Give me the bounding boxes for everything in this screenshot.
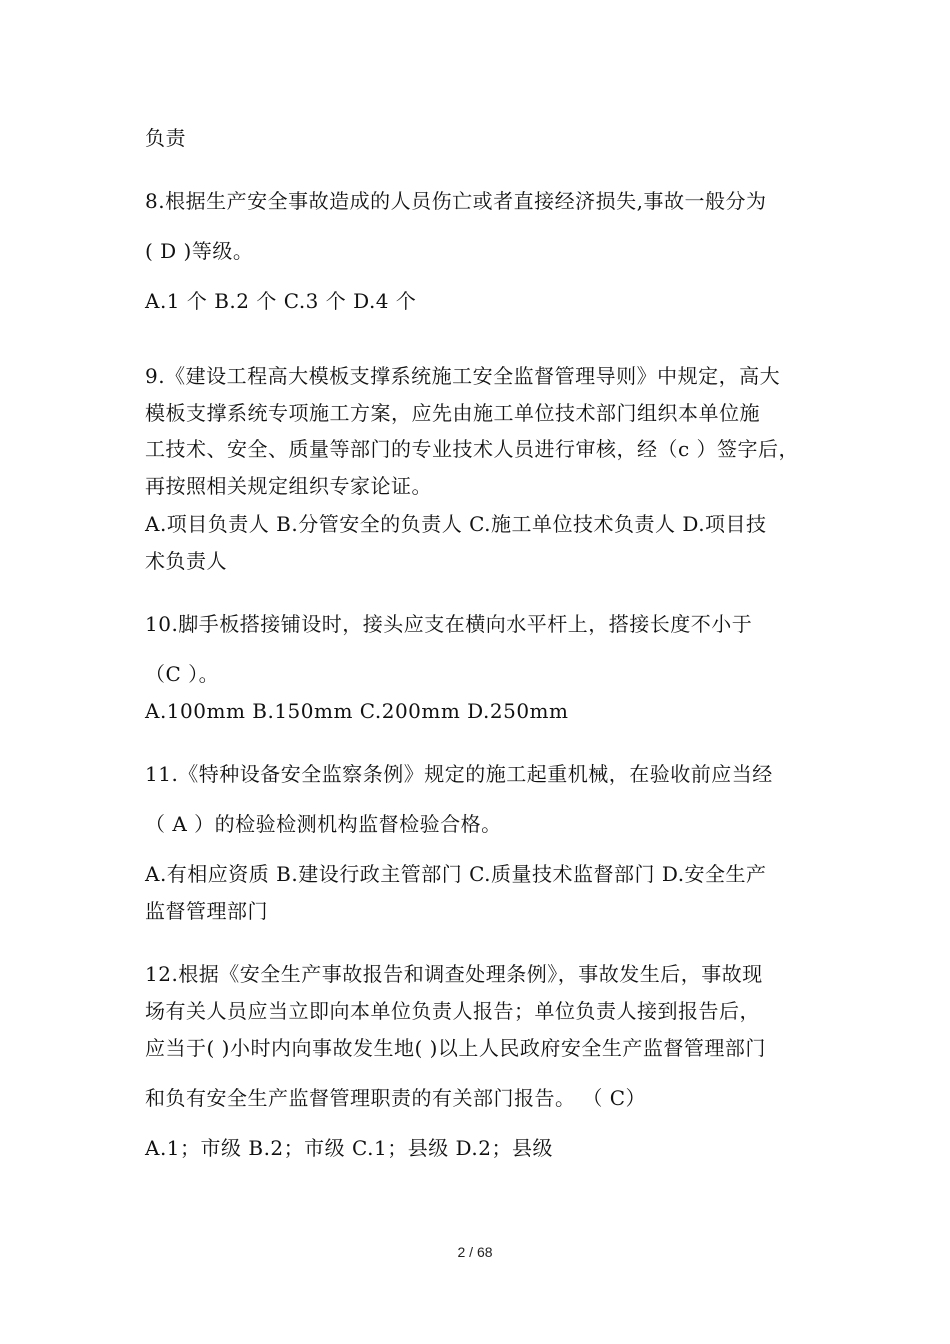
question-12-stem-cont: 应当于( )小时内向事故发生地( )以上人民政府安全生产监督管理部门 <box>145 1036 766 1060</box>
question-11-options: A.有相应资质 B.建设行政主管部门 C.质量技术监督部门 D.安全生产 <box>145 862 767 886</box>
question-8-options: A.1 个 B.2 个 C.3 个 D.4 个 <box>145 289 417 313</box>
question-8-stem-cont: ( D )等级。 <box>145 239 254 263</box>
question-9-stem-cont: 再按照相关规定组织专家论证。 <box>145 474 432 498</box>
question-11-stem: 11.《特种设备安全监察条例》规定的施工起重机械，在验收前应当经 <box>145 762 773 786</box>
question-10-stem: 10.脚手板搭接铺设时，接头应支在横向水平杆上，搭接长度不小于 <box>145 612 753 636</box>
question-12-stem: 12.根据《安全生产事故报告和调查处理条例》，事故发生后，事故现 <box>145 962 763 986</box>
question-12-stem-cont: 和负有安全生产监督管理职责的有关部门报告。 （ C） <box>145 1086 647 1110</box>
question-9-options: A.项目负责人 B.分管安全的负责人 C.施工单位技术负责人 D.项目技 <box>145 512 767 536</box>
question-11-options-cont: 监督管理部门 <box>145 899 268 923</box>
page-number: 2 / 68 <box>457 1244 493 1260</box>
question-9-stem-cont: 模板支撑系统专项施工方案，应先由施工单位技术部门组织本单位施 <box>145 401 760 425</box>
question-11-stem-cont: （ A ）的检验检测机构监督检验合格。 <box>145 812 502 836</box>
question-10-options: A.100mm B.150mm C.200mm D.250mm <box>145 699 569 723</box>
question-12-options: A.1；市级 B.2；市级 C.1；县级 D.2；县级 <box>145 1136 553 1160</box>
question-9-options-cont: 术负责人 <box>145 549 227 573</box>
question-9-stem: 9.《建设工程高大模板支撑系统施工安全监督管理导则》中规定，高大 <box>145 364 781 388</box>
question-9-stem-cont: 工技术、安全、质量等部门的专业技术人员进行审核，经（c ）签字后， <box>145 437 800 461</box>
text-line: 负责 <box>145 126 186 150</box>
question-12-stem-cont: 场有关人员应当立即向本单位负责人报告；单位负责人接到报告后， <box>145 999 760 1023</box>
question-10-stem-cont: （C ）。 <box>145 662 220 686</box>
question-8-stem: 8.根据生产安全事故造成的人员伤亡或者直接经济损失,事故一般分为 <box>145 189 767 213</box>
